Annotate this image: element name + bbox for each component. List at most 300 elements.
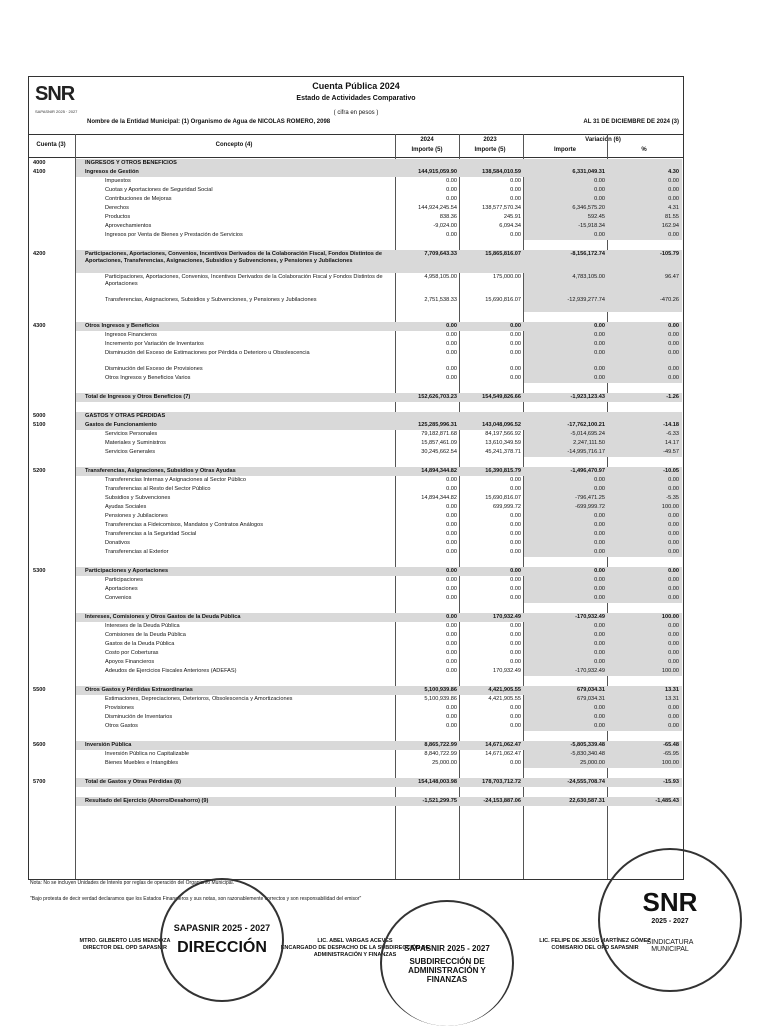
table-row: [29, 177, 683, 186]
table-row: [29, 594, 683, 603]
table-row: [29, 365, 683, 374]
table-row: [29, 296, 683, 312]
account-code: 4200: [33, 251, 46, 257]
table-row: [29, 576, 683, 585]
amount-2024: 0.00: [446, 568, 457, 574]
variation-percent: 4.31: [668, 205, 679, 211]
statement-sheet: [28, 76, 684, 880]
amount-2024: 0.00: [446, 522, 457, 528]
table-row: [29, 195, 683, 204]
variation-percent: 0.00: [668, 486, 679, 492]
section-row: [29, 741, 683, 750]
amount-2023: 0.00: [510, 705, 521, 711]
variation-percent: 96.47: [665, 274, 679, 280]
account-code: 4300: [33, 323, 46, 329]
account-code: 5600: [33, 742, 46, 748]
section-row: [29, 393, 683, 402]
variation-percent: 0.00: [668, 623, 679, 629]
signature-comisario: LIC. FELIPE DE JESÚS MARTÍNEZ GÓMEZ COMISARIO DEL OPD SAPASNIR: [539, 938, 651, 951]
variation-amount: -5,805,339.48: [570, 742, 605, 748]
variation-amount: 0.00: [594, 714, 605, 720]
concept-label: Otros Gastos y Pérdidas Extraordinarias: [85, 687, 193, 693]
variation-percent: 0.00: [668, 595, 679, 601]
amount-2024: 0.00: [446, 632, 457, 638]
concept-label: INGRESOS Y OTROS BENEFICIOS: [85, 160, 177, 166]
concept-label: Ingresos de Gestión: [85, 169, 139, 175]
table-row: [29, 759, 683, 768]
variation-amount: 0.00: [594, 540, 605, 546]
variation-amount: 0.00: [594, 232, 605, 238]
amount-2024: 0.00: [446, 504, 457, 510]
amount-2023: 16,390,815.79: [485, 468, 521, 474]
amount-2023: 0.00: [510, 323, 521, 329]
amount-2024: 0.00: [446, 540, 457, 546]
variation-percent: 13.31: [665, 687, 679, 693]
variation-percent: 0.00: [668, 522, 679, 528]
variation-amount: 22,630,587.31: [569, 798, 605, 804]
stamp-direccion: SAPASNIR 2025 - 2027 DIRECCIÓN: [160, 878, 284, 1002]
amount-2023: 0.00: [510, 723, 521, 729]
concept-label: Servicios Generales: [105, 449, 156, 455]
as-of-date: AL 31 DE DICIEMBRE DE 2024 (3): [583, 119, 679, 125]
amount-2023: 0.00: [510, 366, 521, 372]
table-row: [29, 448, 683, 457]
amount-2023: 0.00: [510, 350, 521, 356]
col-2024-importe: Importe (5): [411, 147, 443, 153]
amount-2024: 0.00: [446, 323, 457, 329]
variation-percent: 0.00: [668, 705, 679, 711]
amount-2023: 45,241,378.71: [485, 449, 521, 455]
concept-label: Gastos de Funcionamiento: [85, 422, 157, 428]
amount-2023: 0.00: [510, 714, 521, 720]
account-code: 5100: [33, 422, 46, 428]
amount-2023: 15,690,816.07: [485, 297, 521, 303]
concept-label: GASTOS Y OTRAS PÉRDIDAS: [85, 413, 166, 419]
amount-2023: 0.00: [510, 586, 521, 592]
amount-2023: 0.00: [510, 549, 521, 555]
variation-amount: 0.00: [594, 595, 605, 601]
amount-2023: 0.00: [510, 577, 521, 583]
variation-percent: -5.35: [666, 495, 679, 501]
variation-amount: 0.00: [594, 632, 605, 638]
variation-percent: 0.00: [668, 641, 679, 647]
concept-label: Materiales y Suministros: [105, 440, 166, 446]
table-row: [29, 649, 683, 658]
variation-amount: -15,918.34: [578, 223, 605, 229]
variation-amount: 0.00: [594, 568, 605, 574]
variation-percent: 100.00: [661, 504, 679, 510]
col-variacion: Variación (6): [585, 137, 621, 143]
amount-2023: 0.00: [510, 341, 521, 347]
amount-2023: 175,000.00: [493, 274, 521, 280]
variation-percent: -65.48: [663, 742, 679, 748]
amount-2024: 79,182,871.68: [421, 431, 457, 437]
concept-label: Transferencias al Resto del Sector Público: [105, 486, 211, 492]
variation-amount: -170,932.49: [575, 614, 605, 620]
variation-amount: 0.00: [594, 659, 605, 665]
amount-2024: 14,894,344.82: [421, 468, 457, 474]
stamp-sindicatura: SNR 2025 - 2027 SINDICATURA MUNICIPAL: [598, 848, 742, 992]
variation-percent: -10.05: [663, 468, 679, 474]
variation-percent: -105.79: [660, 251, 679, 257]
concept-label: Total de Gastos y Otras Pérdidas (8): [85, 779, 181, 785]
table-row: [29, 640, 683, 649]
variation-percent: 0.00: [668, 650, 679, 656]
col-2023-importe: Importe (5): [474, 147, 506, 153]
concept-label: Ayudas Sociales: [105, 504, 147, 510]
units-note: ( cifra en pesos ): [333, 110, 379, 116]
table-row: [29, 622, 683, 631]
amount-2023: 4,421,905.55: [488, 687, 521, 693]
amount-2023: 0.00: [510, 178, 521, 184]
variation-percent: 0.00: [668, 577, 679, 583]
section-row: [29, 797, 683, 806]
variation-percent: 162.94: [661, 223, 679, 229]
variation-amount: 0.00: [594, 586, 605, 592]
concept-label: Transferencias al Exterior: [105, 549, 169, 555]
concept-label: Aportaciones: [105, 586, 138, 592]
variation-amount: -5,014,695.24: [570, 431, 605, 437]
amount-2024: 0.00: [446, 366, 457, 372]
concept-label: Gastos de la Deuda Pública: [105, 641, 175, 647]
amount-2023: 0.00: [510, 650, 521, 656]
table-row: [29, 503, 683, 512]
concept-label: Inversión Pública no Capitalizable: [105, 751, 189, 757]
amount-2024: 30,245,662.54: [421, 449, 457, 455]
section-row: [29, 686, 683, 695]
table-row: [29, 476, 683, 485]
concept-label: Provisiones: [105, 705, 134, 711]
table-row: [29, 485, 683, 494]
amount-2023: 15,865,816.07: [485, 251, 521, 257]
variation-percent: 100.00: [661, 760, 679, 766]
amount-2024: 0.00: [446, 178, 457, 184]
variation-percent: 0.00: [668, 659, 679, 665]
section-row: [29, 168, 683, 177]
table-row: [29, 658, 683, 667]
variation-percent: 0.00: [668, 714, 679, 720]
concept-label: Transferencias, Asignaciones, Subsidios y Otras Ayudas: [85, 468, 236, 474]
concept-label: Derechos: [105, 205, 129, 211]
section-row: [29, 322, 683, 331]
variation-amount: 0.00: [594, 187, 605, 193]
concept-label: Servicios Personales: [105, 431, 158, 437]
amount-2023: 4,421,905.55: [488, 696, 521, 702]
amount-2023: 0.00: [510, 760, 521, 766]
amount-2024: 5,100,939.86: [424, 696, 457, 702]
table-row: [29, 539, 683, 548]
concept-label: Otros Ingresos y Beneficios Varios: [105, 375, 191, 381]
amount-2024: 0.00: [446, 614, 457, 620]
variation-amount: 6,346,575.20: [572, 205, 605, 211]
amount-2024: 144,915,059.90: [418, 169, 457, 175]
table-row: [29, 667, 683, 676]
concept-label: Intereses, Comisiones y Otros Gastos de la Deuda Pública: [85, 614, 241, 620]
table-row: [29, 186, 683, 195]
amount-2023: 14,671,062.47: [485, 742, 521, 748]
table-row: [29, 750, 683, 759]
amount-2023: 0.00: [510, 568, 521, 574]
table-row: [29, 704, 683, 713]
amount-2024: 0.00: [446, 650, 457, 656]
amount-2024: 25,000.00: [432, 760, 457, 766]
concept-label: Intereses de la Deuda Pública: [105, 623, 180, 629]
variation-percent: 14.17: [665, 440, 679, 446]
table-row: [29, 713, 683, 722]
variation-percent: -1.26: [666, 394, 679, 400]
amount-2023: 0.00: [510, 540, 521, 546]
concept-label: Transferencias a la Seguridad Social: [105, 531, 197, 537]
amount-2024: 125,285,996.31: [418, 422, 457, 428]
amount-2024: 0.00: [446, 577, 457, 583]
variation-amount: 2,247,111.50: [573, 440, 605, 446]
amount-2024: 0.00: [446, 641, 457, 647]
variation-amount: 0.00: [594, 178, 605, 184]
variation-amount: 0.00: [594, 332, 605, 338]
variation-percent: 4.30: [668, 169, 679, 175]
table-row: [29, 273, 683, 296]
document-subtitle: Estado de Actividades Comparativo: [296, 95, 416, 102]
variation-amount: 0.00: [594, 641, 605, 647]
variation-amount: -24,555,708.74: [567, 779, 605, 785]
amount-2023: 154,549,826.66: [482, 394, 521, 400]
section-row: [29, 421, 683, 430]
variation-amount: -170,932.49: [575, 668, 605, 674]
amount-2024: 0.00: [446, 723, 457, 729]
amount-2023: 84,197,566.92: [485, 431, 521, 437]
variation-percent: -1,485.43: [655, 798, 679, 804]
concept-label: Otros Gastos: [105, 723, 138, 729]
signature-admin: LIC. ABEL VARGAS ACEVES ENCARGADO DE DESPACHO DE LA SUBDIRECCIÓN DE ADMINISTRACIÓN Y FINANZAS: [280, 938, 430, 958]
section-row: [29, 567, 683, 576]
variation-amount: 0.00: [594, 531, 605, 537]
concept-label: Transferencias Internas y Asignaciones al Sector Público: [105, 477, 246, 483]
concept-label: Comisiones de la Deuda Pública: [105, 632, 186, 638]
variation-amount: -14,995,716.17: [567, 449, 605, 455]
variation-percent: -6.33: [666, 431, 679, 437]
variation-amount: 0.00: [594, 513, 605, 519]
amount-2024: 5,100,939.86: [424, 687, 457, 693]
document-title: Cuenta Pública 2024: [312, 81, 400, 91]
variation-amount: 0.00: [594, 705, 605, 711]
amount-2024: 0.00: [446, 477, 457, 483]
variation-percent: 0.00: [668, 586, 679, 592]
amount-2023: 0.00: [510, 196, 521, 202]
variation-amount: -1,496,470.97: [570, 468, 605, 474]
amount-2024: 0.00: [446, 659, 457, 665]
concept-label: Convenios: [105, 595, 132, 601]
amount-2024: 154,148,003.98: [418, 779, 457, 785]
amount-2023: 699,999.72: [493, 504, 521, 510]
section-row: [29, 250, 683, 273]
concept-label: Pensiones y Jubilaciones: [105, 513, 168, 519]
table-row: [29, 585, 683, 594]
col-2024: 2024: [420, 137, 434, 143]
concept-label: Disminución del Exceso de Estimaciones por Pérdida o Deterioro u Obsolescencia: [105, 350, 310, 356]
variation-percent: 0.00: [668, 477, 679, 483]
amount-2023: 0.00: [510, 522, 521, 528]
table-row: [29, 521, 683, 530]
table-row: [29, 722, 683, 731]
section-row: [29, 159, 683, 168]
concept-label: Donativos: [105, 540, 130, 546]
amount-2023: 170,932.49: [493, 668, 521, 674]
variation-amount: 0.00: [594, 323, 605, 329]
variation-percent: -65.95: [663, 751, 679, 757]
amount-2023: 138,577,570.34: [482, 205, 521, 211]
account-code: 4100: [33, 169, 46, 175]
amount-2024: 152,626,703.23: [418, 394, 457, 400]
amount-2023: 0.00: [510, 486, 521, 492]
declaration: "Bajo protesta de decir verdad declaramos que los Estados Financieros y sus notas, son razonablemente correctos y son responsabilidad del emisor": [30, 896, 362, 902]
variation-percent: -15.93: [663, 779, 679, 785]
variation-percent: 0.00: [668, 350, 679, 356]
table-row: [29, 548, 683, 557]
amount-2024: 14,894,344.82: [421, 495, 457, 501]
concept-label: Disminución del Exceso de Provisiones: [105, 366, 203, 372]
variation-amount: 0.00: [594, 375, 605, 381]
col-cuenta: Cuenta (3): [36, 142, 66, 148]
variation-amount: 0.00: [594, 723, 605, 729]
concept-label: Participaciones, Aportaciones, Convenios, Incentivos Derivados de la Colaboración Fiscal, Fondos Distintos de Aportaciones, Transferencias, Asignaciones, Subsidios y Subvenciones, y Pensiones y Jubilaciones: [85, 251, 382, 264]
concept-label: Disminución de Inventarios: [105, 714, 173, 720]
concept-label: Resultado del Ejercicio (Ahorro/Desahorro) (9): [85, 798, 209, 804]
concept-label: Impuestos: [105, 178, 131, 184]
column-header-row: [29, 134, 683, 158]
variation-amount: 0.00: [594, 522, 605, 528]
variation-percent: 81.55: [665, 214, 679, 220]
footnote: Nota: No se incluyen Unidades de Interés por reglas de operación del Organismo Municipal.: [30, 880, 235, 886]
variation-percent: 0.00: [668, 513, 679, 519]
variation-amount: 0.00: [594, 366, 605, 372]
amount-2024: 0.00: [446, 531, 457, 537]
signature-director: MTRO. GILBERTO LUIS MENDOZA DIRECTOR DEL OPD SAPASNIR: [79, 938, 171, 951]
variation-amount: 0.00: [594, 486, 605, 492]
account-code: 5300: [33, 568, 46, 574]
amount-2024: 0.00: [446, 187, 457, 193]
variation-amount: -1,923,123.43: [570, 394, 605, 400]
amount-2023: 15,690,816.07: [485, 495, 521, 501]
variation-percent: 0.00: [668, 232, 679, 238]
amount-2024: 0.00: [446, 232, 457, 238]
variation-percent: 0.00: [668, 531, 679, 537]
variation-amount: 6,331,049.31: [572, 169, 605, 175]
concept-label: Productos: [105, 214, 131, 220]
variation-percent: 0.00: [668, 540, 679, 546]
variation-amount: -17,762,100.21: [567, 422, 605, 428]
variation-percent: -14.18: [663, 422, 679, 428]
section-row: [29, 467, 683, 476]
variation-amount: 25,000.00: [580, 760, 605, 766]
concept-label: Transferencias, Asignaciones, Subsidios y Subvenciones, y Pensiones y Jubilaciones: [105, 297, 317, 303]
amount-2023: 0.00: [510, 232, 521, 238]
variation-percent: 0.00: [668, 568, 679, 574]
amount-2023: 0.00: [510, 332, 521, 338]
amount-2024: 8,840,722.99: [424, 751, 457, 757]
amount-2023: 0.00: [510, 623, 521, 629]
amount-2024: 0.00: [446, 595, 457, 601]
variation-amount: 679,034.31: [577, 687, 605, 693]
amount-2023: 245.91: [503, 214, 521, 220]
amount-2024: -9,024.00: [433, 223, 457, 229]
amount-2024: 0.00: [446, 486, 457, 492]
amount-2024: 0.00: [446, 513, 457, 519]
amount-2023: 143,048,096.52: [482, 422, 521, 428]
amount-2023: 0.00: [510, 531, 521, 537]
amount-2023: 138,584,010.59: [482, 169, 521, 175]
account-code: 5500: [33, 687, 46, 693]
amount-2024: 0.00: [446, 375, 457, 381]
variation-amount: 0.00: [594, 577, 605, 583]
variation-percent: 100.00: [661, 614, 679, 620]
col-concepto: Concepto (4): [215, 142, 253, 148]
table-row: [29, 512, 683, 521]
table-row: [29, 374, 683, 383]
table-row: [29, 340, 683, 349]
variation-amount: 4,783,105.00: [572, 274, 605, 280]
amount-2024: 838.36: [439, 214, 457, 220]
col-2023: 2023: [483, 137, 497, 143]
concept-label: Contribuciones de Mejoras: [105, 196, 172, 202]
account-code: 4000: [33, 160, 46, 166]
table-row: [29, 530, 683, 539]
variation-percent: 0.00: [668, 323, 679, 329]
col-var-importe: Importe: [553, 147, 576, 153]
amount-2024: 0.00: [446, 714, 457, 720]
amount-2023: -24,153,887.06: [483, 798, 521, 804]
variation-percent: 0.00: [668, 632, 679, 638]
amount-2023: 0.00: [510, 375, 521, 381]
variation-amount: 0.00: [594, 623, 605, 629]
amount-2024: 8,865,722.99: [424, 742, 457, 748]
amount-2024: 144,924,245.54: [418, 205, 457, 211]
variation-percent: -49.57: [663, 449, 679, 455]
concept-label: Ingresos por Venta de Bienes y Prestación de Servicios: [105, 232, 243, 238]
variation-amount: -796,471.25: [575, 495, 605, 501]
amount-2024: -1,521,299.75: [422, 798, 457, 804]
amount-2024: 15,857,461.09: [421, 440, 457, 446]
amount-2023: 0.00: [510, 632, 521, 638]
amount-2023: 0.00: [510, 187, 521, 193]
amount-2023: 0.00: [510, 477, 521, 483]
table-row: [29, 430, 683, 439]
amount-2024: 0.00: [446, 549, 457, 555]
amount-2023: 14,671,062.47: [485, 751, 521, 757]
table-row: [29, 231, 683, 240]
amount-2023: 6,094.34: [499, 223, 521, 229]
concept-label: Estimaciones, Depreciaciones, Deterioros, Obsolescencia y Amortizaciones: [105, 696, 293, 702]
table-row: [29, 631, 683, 640]
variation-percent: 0.00: [668, 196, 679, 202]
concept-label: Participaciones: [105, 577, 143, 583]
amount-2024: 0.00: [446, 350, 457, 356]
variation-percent: 0.00: [668, 366, 679, 372]
account-code: 5000: [33, 413, 46, 419]
amount-2024: 2,751,538.33: [424, 297, 457, 303]
amount-2024: 0.00: [446, 332, 457, 338]
organization-logo: SNR SAPASNIR 2025 · 2027: [35, 83, 78, 114]
section-row: [29, 613, 683, 622]
amount-2023: 0.00: [510, 641, 521, 647]
stamp-subdireccion: SAPASNIR 2025 - 2027 SUBDIRECCIÓN DE ADMINISTRACIÓN Y FINANZAS: [380, 900, 514, 1026]
amount-2024: 0.00: [446, 623, 457, 629]
section-row: [29, 778, 683, 787]
variation-percent: 0.00: [668, 723, 679, 729]
account-code: 5200: [33, 468, 46, 474]
concept-label: Aprovechamientos: [105, 223, 152, 229]
concept-label: Costo por Coberturas: [105, 650, 159, 656]
table-row: [29, 349, 683, 365]
